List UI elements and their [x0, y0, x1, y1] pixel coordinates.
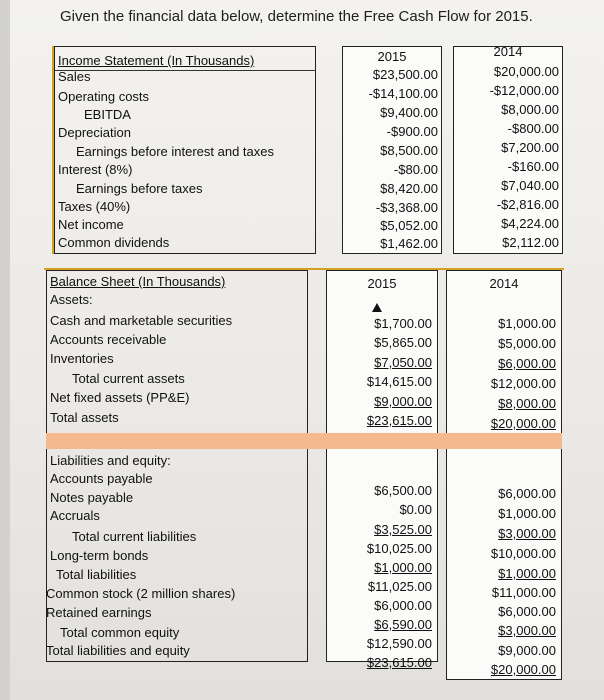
bs-liab-label: Accruals [50, 508, 100, 523]
bs-liab-2014: $6,000.00 [498, 604, 556, 619]
bs-liab-2014: $10,000.00 [490, 546, 556, 561]
is-row-2014: $4,224.00 [501, 216, 559, 231]
bs-liab-label: Retained earnings [46, 605, 152, 620]
is-left-gold-line [52, 46, 54, 254]
is-row-label: Taxes (40%) [58, 199, 131, 214]
bs-asset-label: Accounts receivable [50, 332, 167, 347]
bs-liab-label: Total liabilities and equity [46, 643, 190, 658]
is-row-2015: $8,420.00 [380, 181, 438, 196]
worksheet-photo [10, 0, 604, 700]
is-row-2014: $7,040.00 [501, 178, 559, 193]
bs-asset-2015: $9,000.00 [374, 394, 432, 409]
bs-liab-label: Long-term bonds [50, 548, 149, 563]
bs-asset-2014: $8,000.00 [498, 396, 556, 411]
is-title: Income Statement (In Thousands) [58, 53, 255, 68]
bs-asset-2014: $6,000.00 [498, 356, 556, 371]
bs-liab-2015: $0.00 [399, 502, 432, 517]
bs-asset-label: Total current assets [72, 371, 185, 386]
bs-liab-2015: $10,025.00 [366, 541, 432, 556]
bs-asset-2014: $1,000.00 [498, 316, 556, 331]
is-row-label: Operating costs [58, 89, 150, 104]
bs-asset-2014: $12,000.00 [490, 376, 556, 391]
bs-liab-2015: $6,590.00 [374, 617, 432, 632]
is-row-2015: $23,500.00 [372, 67, 438, 82]
bs-asset-2014: $20,000.00 [490, 416, 556, 431]
is-row-2015: $1,462.00 [380, 236, 438, 251]
bs-col-2015: 2015 [367, 276, 397, 291]
bs-assets-heading: Assets: [50, 292, 93, 307]
bs-asset-label: Cash and marketable securities [50, 313, 233, 328]
is-row-2014: -$800.00 [507, 121, 559, 136]
is-row-2015: $5,052.00 [380, 218, 438, 233]
is-row-2015: -$14,100.00 [368, 86, 438, 101]
bs-asset-label: Net fixed assets (PP&E) [50, 390, 190, 405]
bs-asset-2015: $7,050.00 [374, 355, 432, 370]
bs-title: Balance Sheet (In Thousands) [50, 274, 226, 289]
bs-liab-label: Total liabilities [56, 567, 137, 582]
bs-liab-2015: $11,025.00 [367, 579, 432, 594]
bs-asset-label: Total assets [50, 410, 119, 425]
is-row-2015: $9,400.00 [380, 105, 438, 120]
bs-liab-2015: $1,000.00 [374, 560, 432, 575]
bs-liab-2014: $20,000.00 [490, 662, 556, 677]
bs-liab-label: Total current liabilities [72, 529, 197, 544]
is-row-label: Common dividends [58, 235, 170, 250]
is-row-2014: $20,000.00 [493, 64, 559, 79]
bs-liab-label: Common stock (2 million shares) [46, 586, 236, 601]
bs-asset-2015: $5,865.00 [374, 335, 432, 350]
is-row-2015: -$900.00 [386, 124, 438, 139]
is-title-underline [54, 70, 316, 71]
bs-liab-label: Notes payable [50, 490, 134, 505]
is-row-2014: $7,200.00 [501, 140, 559, 155]
bs-liabilities-heading: Liabilities and equity: [50, 453, 171, 468]
is-row-2014: -$2,816.00 [496, 197, 559, 212]
bs-liab-2014: $3,000.00 [498, 526, 556, 541]
bs-col-2014: 2014 [489, 276, 519, 291]
bs-liab-2014: $1,000.00 [498, 566, 556, 581]
bs-liab-2015: $23,615.00 [366, 655, 432, 670]
bs-liab-2014: $1,000.00 [498, 506, 556, 521]
is-row-2015: $8,500.00 [380, 143, 438, 158]
is-row-2014: $8,000.00 [501, 102, 559, 117]
is-row-2015: -$80.00 [393, 162, 438, 177]
bs-liab-2015: $12,590.00 [366, 636, 432, 651]
bs-liab-2015: $3,525.00 [374, 522, 432, 537]
is-row-2015: -$3,368.00 [375, 200, 438, 215]
is-row-2014: -$12,000.00 [489, 83, 559, 98]
bs-asset-2015: $1,700.00 [374, 316, 432, 331]
question-text: Given the financial data below, determine the Free Cash Flow for 2015. [60, 8, 533, 25]
bs-liab-label: Accounts payable [50, 471, 153, 486]
is-col-2014: 2014 [493, 44, 523, 59]
bs-liab-2015: $6,000.00 [374, 598, 432, 613]
bs-liab-label: Total common equity [60, 625, 180, 640]
mouse-cursor [372, 303, 382, 312]
bs-asset-label: Inventories [50, 351, 114, 366]
is-row-2014: -$160.00 [507, 159, 559, 174]
is-col-2015: 2015 [377, 49, 407, 64]
bs-liab-2014: $9,000.00 [498, 643, 556, 658]
bs-asset-2015: $23,615.00 [366, 413, 432, 428]
bs-liab-2014: $3,000.00 [498, 623, 556, 638]
bs-asset-2015: $14,615.00 [366, 374, 432, 389]
bs-asset-2014: $5,000.00 [498, 336, 556, 351]
is-row-2014: $2,112.00 [502, 235, 559, 250]
is-row-label: Sales [58, 69, 91, 84]
is-row-label: Net income [58, 217, 124, 232]
bs-liab-2014: $11,000.00 [491, 585, 556, 600]
is-row-label: Earnings before taxes [76, 181, 203, 196]
is-row-label: EBITDA [84, 107, 131, 122]
is-row-label: Interest (8%) [58, 162, 133, 177]
bs-liab-2015: $6,500.00 [374, 483, 432, 498]
is-row-label: Depreciation [58, 125, 131, 140]
separator-strip [46, 433, 562, 449]
is-row-label: Earnings before interest and taxes [76, 144, 275, 159]
bs-liab-2014: $6,000.00 [498, 486, 556, 501]
